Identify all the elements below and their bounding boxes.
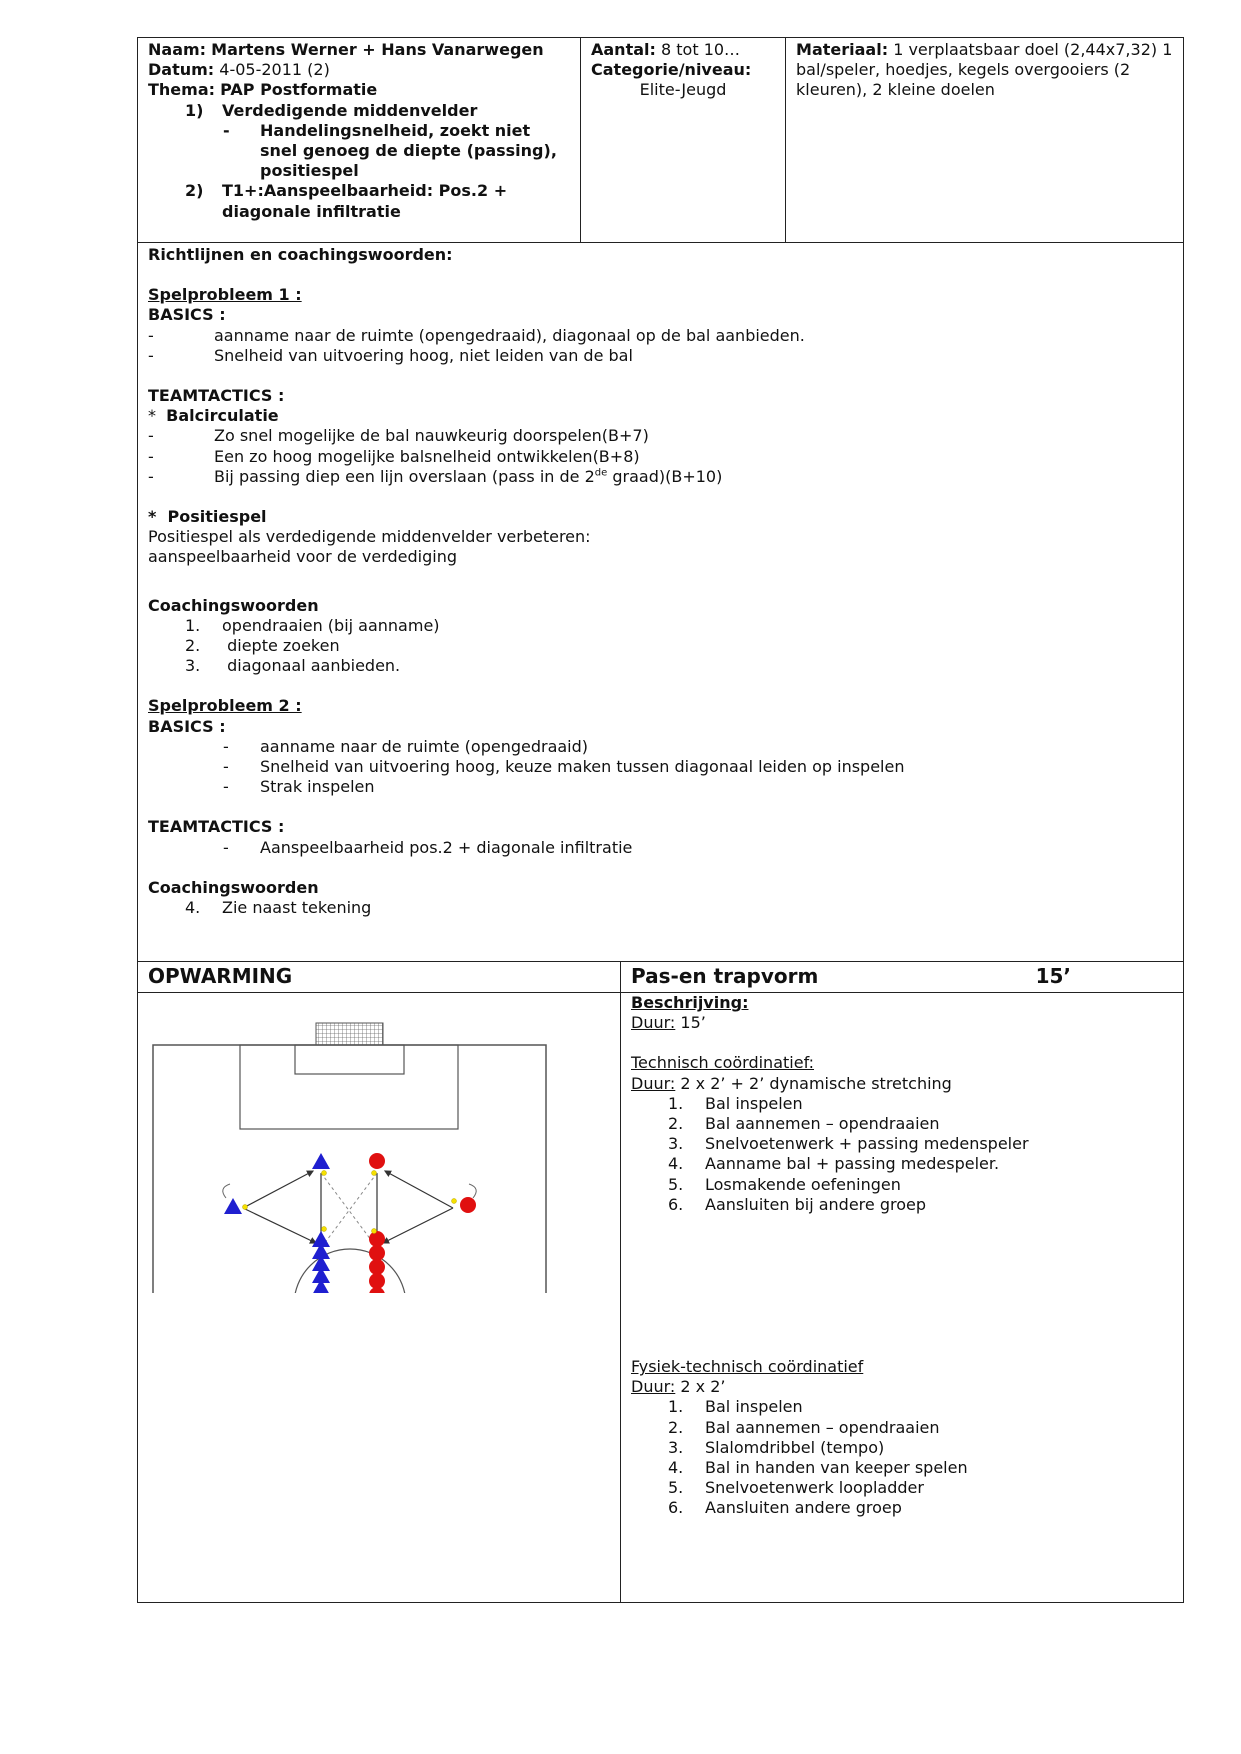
positiespel-line: Positiespel als verdedigende middenvelder verbeteren: — [148, 527, 591, 547]
ball — [243, 1205, 248, 1210]
fys-list — [631, 1397, 1173, 1518]
list-item: 6. Aansluiten bij andere groep — [668, 1194, 927, 1214]
blue-player — [312, 1153, 330, 1169]
list-item: - Strak inspelen — [223, 777, 375, 797]
ball — [322, 1171, 327, 1176]
list-item: 1. opendraaien (bij aanname) — [185, 615, 440, 635]
spelprobleem-2-title: Spelprobleem 2 : — [148, 696, 302, 716]
categorie-label: Categorie/niveau: — [591, 60, 752, 80]
teamtactics-label-2: TEAMTACTICS : — [148, 817, 285, 837]
balls — [243, 1171, 457, 1234]
list-item: 5. Losmakende oefeningen — [668, 1174, 901, 1194]
list-item: 4. Aanname bal + passing medespeler. — [668, 1154, 1000, 1174]
section-title-cell — [138, 962, 621, 993]
ball — [372, 1229, 377, 1234]
list-item: - Een zo hoog mogelijke balsnelheid ontwikkelen(B+8) — [148, 446, 640, 466]
diagram-cell — [138, 993, 621, 1603]
list-item: - Bij passing diep een lijn overslaan (pass in de 2de graad)(B+10) — [148, 466, 723, 486]
balcirculatie-heading: * Balcirculatie — [148, 406, 279, 426]
red-player — [369, 1259, 385, 1275]
tech-list — [631, 1094, 1173, 1215]
positiespel-heading: * Positiespel — [148, 507, 267, 527]
guidelines-title: Richtlijnen en coachingswoorden: — [148, 245, 453, 264]
theme-sub-item: - Handelingsnelheid, zoekt niet snel genoeg de diepte (passing), positiespel — [223, 120, 557, 181]
thema-value: PAP Postformatie — [220, 80, 378, 100]
duur-line: Duur: 15’ — [631, 1013, 706, 1033]
center-arc — [294, 1249, 406, 1293]
basics-label-1: BASICS : — [148, 305, 226, 325]
header-info-cell — [138, 38, 581, 243]
guidelines-cell — [138, 243, 1184, 962]
coaching-label-1: Coachingswoorden — [148, 595, 319, 615]
list-item: - Snelheid van uitvoering hoog, keuze maken tussen diagonaal leiden op inspelen — [223, 757, 905, 777]
ball — [372, 1171, 377, 1176]
red-player — [460, 1197, 476, 1213]
list-item: 3. Slalomdribbel (tempo) — [668, 1437, 885, 1457]
list-item: 3. Snelvoetenwerk + passing medenspeler — [668, 1134, 1029, 1154]
list-item: 1. Bal inspelen — [668, 1397, 803, 1417]
theme-item-2: 2) T1+:Aanspeelbaarheid: Pos.2 + diagonale infiltratie — [185, 181, 508, 221]
red-player — [369, 1245, 385, 1261]
list-item: - Aanspeelbaarheid pos.2 + diagonale infiltratie — [223, 837, 633, 857]
beschrijving-title: Beschrijving: — [631, 993, 749, 1012]
description-cell — [621, 993, 1184, 1603]
pass-lines — [243, 1171, 453, 1251]
coaching-label-2: Coachingswoorden — [148, 877, 319, 897]
list-item: - aanname naar de ruimte (opengedraaid) — [223, 736, 589, 756]
materiaal-value: 1 verplaatsbaar doel (2,44x7,32) 1 bal/speler, hoedjes, kegels overgooiers (2 kleuren), 2 kleine doelen — [796, 40, 1173, 100]
list-item: 4. Zie naast tekening — [185, 898, 372, 918]
header-aantal-cell — [581, 38, 786, 243]
exercise-diagram — [138, 993, 618, 1293]
list-item: 2. Bal aannemen – opendraaien — [668, 1417, 940, 1437]
blue-player — [224, 1198, 242, 1214]
teamtactics-label-1: TEAMTACTICS : — [148, 386, 285, 406]
red-player — [369, 1153, 385, 1169]
turn-arrow-right — [469, 1184, 476, 1198]
list-item: 6. Aansluiten andere groep — [668, 1498, 902, 1518]
red-player — [369, 1287, 385, 1293]
section-subtitle: Pas-en trapvorm — [631, 964, 819, 988]
blue-team — [224, 1153, 330, 1293]
positiespel-line: aanspeelbaarheid voor de verdediging — [148, 547, 458, 567]
training-table — [137, 37, 1184, 1603]
naam-label: Naam: — [148, 40, 207, 59]
aantal-label: Aantal: — [591, 40, 656, 59]
run-lines — [321, 1173, 377, 1248]
thema-label: Thema: — [148, 80, 216, 100]
section-subtitle-cell — [621, 962, 1184, 993]
list-item: - aanname naar de ruimte (opengedraaid), diagonaal op de bal aanbieden. — [148, 325, 805, 345]
list-item: - Zo snel mogelijke de bal nauwkeurig doorspelen(B+7) — [148, 426, 649, 446]
training-sheet — [137, 37, 1184, 1603]
list-item: 3. diagonaal aanbieden. — [185, 656, 401, 676]
goal-net — [316, 1023, 383, 1045]
ball — [322, 1227, 327, 1232]
datum-value: 4-05-2011 (2) — [219, 60, 330, 80]
naam-value: Martens Werner + Hans Vanarwegen — [211, 40, 544, 59]
header-materiaal-cell — [786, 38, 1184, 243]
red-player — [369, 1231, 385, 1247]
list-item: 2. diepte zoeken — [185, 636, 340, 656]
spelprobleem-1-title: Spelprobleem 1 : — [148, 285, 302, 305]
list-item: 5. Snelvoetenwerk loopladder — [668, 1478, 924, 1498]
aantal-value: 8 tot 10… — [661, 40, 741, 59]
categorie-value: Elite-Jeugd — [639, 80, 727, 100]
list-item: 1. Bal inspelen — [668, 1093, 803, 1113]
turn-arrow-left — [223, 1184, 230, 1198]
list-item: - Snelheid van uitvoering hoog, niet leiden van de bal — [148, 345, 633, 365]
fys-duur-line: Duur: 2 x 2’ — [631, 1377, 726, 1397]
tech-title: Technisch coördinatief: — [631, 1053, 815, 1073]
list-item: 2. Bal aannemen – opendraaien — [668, 1114, 940, 1134]
datum-label: Datum: — [148, 60, 215, 80]
fys-title: Fysiek-technisch coördinatief — [631, 1357, 864, 1377]
ball — [452, 1199, 457, 1204]
section-time: 15’ — [1035, 964, 1071, 988]
theme-item-1: 1) Verdedigende middenvelder — [185, 100, 478, 120]
field-outline — [153, 1045, 546, 1293]
red-player — [369, 1273, 385, 1289]
tech-duur-line: Duur: 2 x 2’ + 2’ dynamische stretching — [631, 1073, 952, 1093]
materiaal-label: Materiaal: — [796, 40, 889, 59]
penalty-area — [240, 1045, 458, 1129]
section-title: OPWARMING — [148, 964, 293, 988]
goal-area — [295, 1045, 404, 1074]
basics-label-2: BASICS : — [148, 716, 226, 736]
list-item: 4. Bal in handen van keeper spelen — [668, 1458, 968, 1478]
